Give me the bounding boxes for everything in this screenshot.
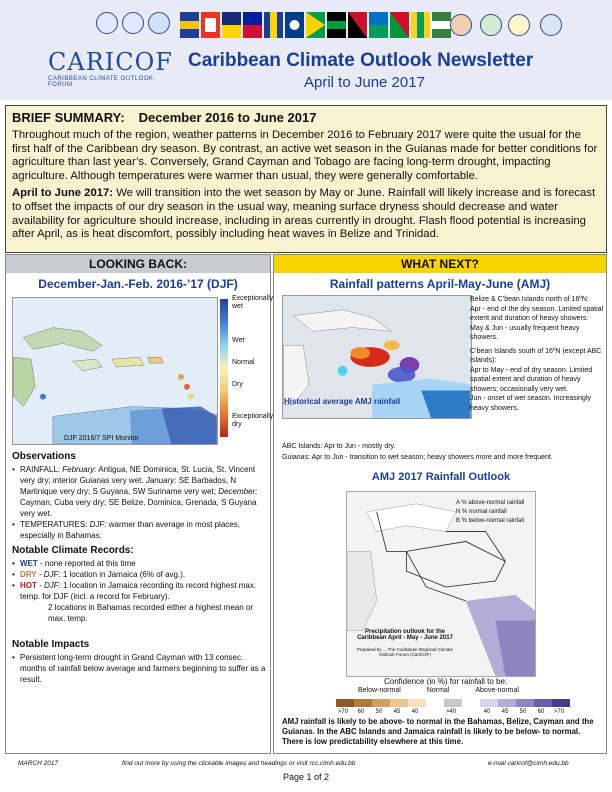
confidence-above-label: Above-normal: [475, 687, 519, 694]
confidence-tick-label: 45: [501, 709, 509, 715]
amj-legend: [456, 499, 556, 526]
flag-icon[interactable]: [180, 12, 199, 38]
rainfall-label: RAINFALL:: [20, 465, 61, 474]
impacts-list: [12, 652, 268, 685]
confidence-swatch: [354, 699, 372, 707]
caricof-logo-name: CARICOF: [48, 48, 173, 76]
rainfall-feb: February:: [62, 465, 97, 474]
confidence-tick-label: [460, 709, 478, 715]
impacts-item: • Persistent long-term drought in Grand Cayman with 13 consec. months of rainfall below average and farmers beginning to suffer as a result.: [12, 652, 268, 685]
confidence-labels: [358, 687, 519, 694]
record-wet: [12, 558, 268, 569]
spi-legend-exc-dry: Exceptionally dry: [232, 413, 274, 428]
confidence-swatch: [516, 699, 534, 707]
records-heading: Notable Climate Records:: [12, 545, 134, 556]
caricof-logo[interactable]: [48, 48, 178, 88]
confidence-below-label: Below-normal: [358, 687, 401, 694]
spi-legend-exc-wet: Exceptionally wet: [232, 295, 274, 310]
usaid-logo-icon[interactable]: [540, 14, 562, 36]
what-next-heading[interactable]: WHAT NEXT?: [274, 255, 606, 273]
record-hot-djf: - DJF:: [36, 581, 61, 590]
rainfall-notes-bottom: [282, 441, 604, 463]
confidence-tick-label: 40: [483, 709, 491, 715]
what-next-column: [273, 254, 607, 754]
spi-legend-wet: Wet: [232, 337, 245, 344]
flag-icon[interactable]: [306, 12, 325, 38]
notes-belize-heading: Belize & C’bean Islands north of 16ºN:: [470, 296, 589, 303]
confidence-tick-label: 40: [411, 709, 419, 715]
temperatures-text: warmer than average in most places, especially in Bahamas.: [20, 520, 240, 540]
record-dry: [12, 569, 268, 580]
impacts-section: [12, 639, 268, 685]
cimh-logo-icon[interactable]: [450, 14, 472, 36]
djf-title[interactable]: December-Jan.-Feb. 2016-’17 (DJF): [38, 277, 238, 291]
notes-south-heading: C’bean Islands south of 16ºN (except ABC Islands):: [470, 347, 602, 364]
confidence-tick-label: 60: [357, 709, 365, 715]
confidence-swatch: [408, 699, 426, 707]
confidence-normal-label: Normal: [426, 687, 450, 694]
confidence-swatch: [552, 699, 570, 707]
confidence-swatch: [444, 699, 462, 707]
footer-date: MARCH 2017: [18, 760, 59, 767]
newsletter-header: [0, 0, 612, 100]
confidence-swatch: [336, 699, 354, 707]
confidence-swatch: [480, 699, 498, 707]
observations-heading: Observations: [12, 451, 76, 462]
record-hot-text: 1 location in Jamaica recording its record highest max. temp. for DJF (incl. a record for February).: [20, 581, 257, 601]
confidence-tick-label: 50: [375, 709, 383, 715]
amj-outlook-title[interactable]: AMJ 2017 Rainfall Outlook: [371, 471, 511, 483]
caricof-logo-sub: CARIBBEAN CLIMATE OUTLOOK FORUM: [48, 76, 154, 88]
ccccc-logo-icon[interactable]: [508, 14, 530, 36]
spi-color-bar: [220, 299, 228, 437]
amj-legend-n: N % normal rainfall: [456, 509, 507, 515]
notes-south-jun: Jun - onset of wet season. Increasingly heavy showers.: [470, 395, 592, 412]
flag-icon[interactable]: [390, 12, 409, 38]
flag-icon[interactable]: [327, 12, 346, 38]
record-wet-text: - none reported at this time: [37, 559, 136, 568]
rainfall-item: [12, 464, 268, 519]
record-dry-text: 1 location in Jamaica (6% of avg.).: [60, 570, 186, 579]
amj-legend-a: A % above-normal rainfall: [456, 500, 525, 506]
summary-paragraph-2: [12, 187, 600, 241]
summary-paragraph-2-lead: April to June 2017:: [12, 187, 114, 200]
notes-belize-mayjun: May & Jun - usually frequent heavy showers.: [470, 324, 580, 341]
historical-map-caption: Historical average AMJ rainfall: [284, 397, 401, 406]
spi-legend-normal: Normal: [232, 359, 255, 366]
flag-icon[interactable]: [201, 12, 220, 38]
summary-paragraph-2-text: We will transition into the wet season by May or June. Rainfall will likely increase and is forecast to offset the impacts of our dry season in the usual way, meaning surface dryness should decrease and water availability for agriculture should increase, including in areas currently in drought. Flash flood potential is increasing after April, as is heat discomfort, possibly including heat waves in Belize and Trinidad.: [12, 187, 596, 241]
notes-guianas: Guianas: Apr to Jun - transition to wet season; heavy showers more and more frequent.: [282, 454, 553, 461]
records-section: [12, 545, 268, 624]
noaa-logo-icon[interactable]: [122, 12, 144, 34]
confidence-swatch: [498, 699, 516, 707]
flag-icon[interactable]: [369, 12, 388, 38]
spi-monitor-map[interactable]: [12, 297, 218, 445]
confidence-tick-label: >70: [553, 709, 565, 715]
spi-legend-dry: Dry: [232, 381, 243, 388]
temperatures-item: [12, 519, 268, 541]
amj-map-title: Precipitation outlook for the Caribbean April - May - June 2017: [357, 629, 453, 641]
record-wet-label: WET: [20, 559, 38, 568]
records-list: [12, 558, 268, 624]
page-title: Caribbean Climate Outlook Newsletter: [188, 50, 534, 71]
notes-belize-apr: Apr - end of the dry season. Limited spatial extent and duration of heavy showers.: [470, 305, 604, 322]
confidence-tick-label: [424, 709, 442, 715]
footer-email-link[interactable]: e-mail caricof@cimh.edu.bb: [488, 760, 569, 767]
country-flags: [180, 12, 451, 38]
looking-back-column: [5, 254, 274, 754]
page-number: Page 1 of 2: [282, 772, 330, 782]
cdema-logo-icon[interactable]: [480, 14, 502, 36]
looking-back-heading[interactable]: LOOKING BACK:: [6, 255, 270, 273]
summary-heading: [12, 110, 600, 125]
observations-section: [12, 451, 268, 541]
rainfall-dec: December:: [218, 487, 258, 496]
wmo-logo-icon[interactable]: [148, 12, 170, 34]
summary-paragraph-1: Throughout much of the region, weather patterns in December 2016 to February 2017 were quite the usual for the first half of the Caribbean dry season. By contrast, an active wet season in the Guianas made for better conditions for agriculture than last year’s. Conversely, Grand Cayman and Tobago are facing long-term drought, impacting agriculture. Although temperatures were warmer than usual, they were generally comfortable.: [12, 129, 598, 182]
confidence-color-bar: [336, 699, 570, 707]
flag-icon[interactable]: [264, 12, 283, 38]
flag-icon[interactable]: [285, 12, 304, 38]
amj-map-credit: Prepared by ... The Caribbean Regional Climate Outlook Forum (CariCOF): [357, 647, 453, 657]
partner-logos: [96, 12, 170, 38]
flag-icon[interactable]: [222, 12, 241, 38]
summary-label: BRIEF SUMMARY:: [12, 110, 125, 125]
impacts-heading: Notable Impacts: [12, 639, 90, 650]
rainfall-jan-text: SE Barbados, N Martinique very dry; S Guyana, SW Suriname very wet;: [20, 476, 237, 496]
confidence-swatch: [462, 699, 480, 707]
confidence-swatch: [390, 699, 408, 707]
page-subtitle: April to June 2017: [304, 74, 425, 91]
record-hot-label: HOT: [20, 581, 37, 590]
notes-south-aprmay: Apr to May - end of dry season. Limited spatial extent and duration of heavy showers; occasionally very wet.: [470, 366, 593, 393]
confidence-swatch: [534, 699, 552, 707]
summary-period: December 2016 to June 2017: [138, 110, 317, 125]
observations-list: [12, 464, 268, 541]
temperatures-djf: DJF:: [89, 520, 107, 529]
rainfall-notes: [470, 295, 604, 413]
notes-abc: ABC Islands: Apr to Jun - mostly dry.: [282, 443, 396, 450]
brief-summary: [5, 105, 607, 253]
confidence-swatch: [372, 699, 390, 707]
confidence-title: Confidence (in %) for rainfall to be:: [384, 677, 508, 686]
rainfall-dec-text: Cayman, Cuba very dry; SE Belize, Dominica, Grenada, S Guyana very wet.: [20, 498, 257, 518]
confidence-ticks: [334, 709, 568, 715]
amj-outlook-summary: AMJ rainfall is likely to be above- to normal in the Bahamas, Belize, Cayman and the Guianas. In the ABC Islands and Jamaica rainfall is likely to be below- to normal. There is low predictability elsewhere at this time.: [282, 717, 594, 746]
confidence-tick-label: 50: [519, 709, 527, 715]
confidence-swatch: [426, 699, 444, 707]
amj-legend-b: B % below-normal rainfall: [456, 518, 525, 524]
rainfall-feb-text: Antigua, NE Dominica, St. Lucia, St. Vincent very dry; interior Guianas very wet.: [20, 465, 256, 485]
flag-icon[interactable]: [243, 12, 262, 38]
temperatures-label: TEMPERATURES:: [20, 520, 88, 529]
record-dry-label: DRY: [20, 570, 37, 579]
record-dry-djf: - DJF:: [36, 570, 61, 579]
rainfall-patterns-title[interactable]: Rainfall patterns April-May-June (AMJ): [329, 277, 551, 291]
confidence-tick-label: >40: [445, 709, 457, 715]
footer-more-link[interactable]: find out more by using the clickable images and headings or visit rcc.cimh.edu.bb: [122, 760, 356, 767]
spi-map-caption: DJF 2016/7 SPI Monitor: [64, 435, 139, 442]
confidence-tick-label: >70: [337, 709, 349, 715]
confidence-tick-label: 45: [393, 709, 401, 715]
spi-legend: [220, 295, 274, 445]
flag-icon[interactable]: [432, 12, 451, 38]
flag-icon[interactable]: [348, 12, 367, 38]
confidence-tick-label: 60: [537, 709, 545, 715]
record-hot-extra: 2 locations in Bahamas recorded either a highest mean or max. temp.: [48, 603, 254, 623]
flag-icon[interactable]: [411, 12, 430, 38]
partner-logo-icon[interactable]: [96, 12, 118, 34]
rainfall-jan: January:: [145, 476, 177, 485]
record-hot: [12, 580, 268, 602]
